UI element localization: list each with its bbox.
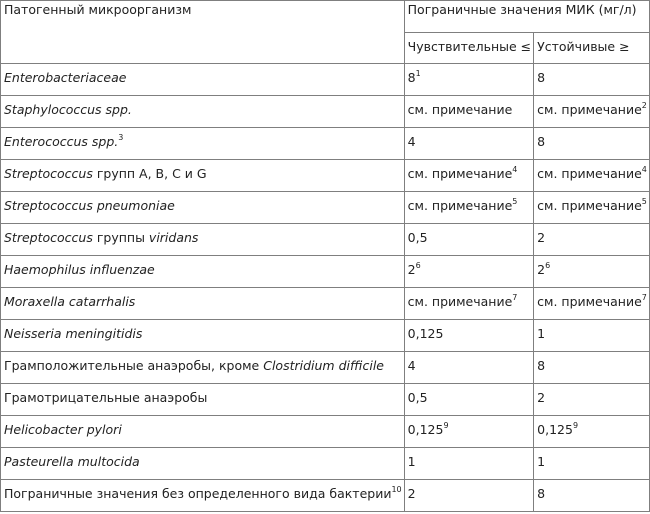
table-row: [1, 288, 650, 320]
footnote-marker: 6: [415, 261, 421, 270]
pathogen-text: Пограничные значения без определенного вида бактерии: [4, 486, 392, 501]
mic-value: 4: [407, 358, 416, 373]
pathogen-cell: [1, 416, 405, 448]
susceptible-cell: [404, 160, 534, 192]
mic-value: 0,125: [407, 326, 444, 341]
mic-value: 8: [407, 70, 416, 85]
pathogen-text: Clostridium difficile: [263, 358, 384, 373]
mic-value: 2: [537, 262, 546, 277]
table-row: [1, 128, 650, 160]
table-row: [1, 416, 650, 448]
pathogen-cell: [1, 288, 405, 320]
resistant-cell: [534, 96, 650, 128]
pathogen-text: Enterobacteriaceae: [4, 70, 127, 85]
table-body: [1, 1, 650, 512]
mic-value: 2: [537, 230, 546, 245]
footnote-marker: 5: [512, 197, 518, 206]
resistant-cell: [534, 480, 650, 512]
pathogen-text: Neisseria meningitidis: [4, 326, 143, 341]
footnote-marker: 5: [641, 197, 647, 206]
header-resistant: Устойчивые ≥: [534, 33, 650, 64]
pathogen-text: Streptococcus: [4, 166, 93, 181]
mic-value: см. примечание: [537, 166, 642, 181]
pathogen-text: группы: [92, 230, 149, 245]
resistant-cell: [534, 256, 650, 288]
mic-value: см. примечание: [407, 198, 513, 213]
table-row: [1, 160, 650, 192]
header-mic-breakpoints: Пограничные значения МИК (мг/л): [404, 1, 649, 33]
table-row: [1, 352, 650, 384]
resistant-cell: [534, 384, 650, 416]
pathogen-cell: [1, 160, 405, 192]
footnote-marker: 9: [443, 421, 449, 430]
mic-value: см. примечание: [407, 294, 513, 309]
mic-value: 2: [537, 390, 546, 405]
susceptible-cell: [404, 352, 534, 384]
mic-value: см. примечание: [407, 166, 513, 181]
table-row: [1, 448, 650, 480]
susceptible-cell: [404, 224, 534, 256]
susceptible-cell: [404, 256, 534, 288]
resistant-cell: [534, 320, 650, 352]
footnote-marker: 4: [512, 165, 518, 174]
susceptible-cell: [404, 416, 534, 448]
pathogen-cell: [1, 256, 405, 288]
mic-value: 2: [407, 262, 416, 277]
susceptible-cell: [404, 192, 534, 224]
footnote-marker: 2: [641, 101, 647, 110]
resistant-cell: [534, 224, 650, 256]
table-row: [1, 384, 650, 416]
header-susceptible: Чувствительные ≤: [404, 33, 534, 64]
table-row: [1, 480, 650, 512]
mic-value: см. примечание: [537, 102, 642, 117]
pathogen-cell: [1, 320, 405, 352]
table-row: [1, 320, 650, 352]
footnote-marker: 7: [512, 293, 518, 302]
table-row: [1, 192, 650, 224]
mic-value: 8: [537, 358, 546, 373]
footnote-marker: 10: [391, 485, 402, 494]
mic-value: 2: [407, 486, 416, 501]
resistant-cell: [534, 192, 650, 224]
pathogen-cell: [1, 96, 405, 128]
pathogen-cell: [1, 224, 405, 256]
mic-value: см. примечание: [537, 294, 642, 309]
pathogen-text: Pasteurella multocida: [4, 454, 140, 469]
mic-value: 4: [407, 134, 416, 149]
resistant-cell: [534, 416, 650, 448]
pathogen-cell: [1, 192, 405, 224]
pathogen-text: viridans: [148, 230, 199, 245]
susceptible-cell: [404, 128, 534, 160]
susceptible-cell: [404, 96, 534, 128]
pathogen-text: Streptococcus pneumoniae: [4, 198, 175, 213]
pathogen-text: Enterococcus spp.: [4, 134, 119, 149]
mic-value: 0,5: [407, 230, 428, 245]
pathogen-text: Streptococcus: [4, 230, 93, 245]
susceptible-cell: [404, 64, 534, 96]
resistant-cell: [534, 448, 650, 480]
pathogen-text: Moraxella catarrhalis: [4, 294, 136, 309]
table-row: [1, 64, 650, 96]
pathogen-text: Staphylococcus spp.: [4, 102, 132, 117]
mic-value: 8: [537, 70, 546, 85]
table-row: [1, 256, 650, 288]
pathogen-text: Грамположительные анаэробы, кроме: [4, 358, 264, 373]
susceptible-cell: [404, 320, 534, 352]
resistant-cell: [534, 288, 650, 320]
susceptible-cell: [404, 384, 534, 416]
footnote-marker: 4: [641, 165, 647, 174]
table-row: [1, 96, 650, 128]
pathogen-text: Haemophilus influenzae: [4, 262, 155, 277]
mic-value: 0,5: [407, 390, 428, 405]
mic-value: 1: [537, 454, 546, 469]
pathogen-cell: [1, 480, 405, 512]
mic-value: 0,125: [537, 422, 573, 437]
susceptible-cell: [404, 480, 534, 512]
pathogen-text: Helicobacter pylori: [4, 422, 122, 437]
pathogen-cell: [1, 448, 405, 480]
pathogen-cell: [1, 352, 405, 384]
header-pathogen: Патогенный микроорганизм: [1, 1, 405, 64]
mic-value: 8: [537, 134, 546, 149]
footnote-marker: 3: [118, 133, 124, 142]
footnote-marker: 9: [572, 421, 579, 430]
header-row: [1, 1, 650, 33]
pathogen-cell: [1, 64, 405, 96]
mic-value: 8: [537, 486, 546, 501]
pathogen-text: Грамотрицательные анаэробы: [4, 390, 208, 405]
susceptible-cell: [404, 288, 534, 320]
footnote-marker: 1: [415, 69, 421, 78]
footnote-marker: 6: [545, 261, 551, 270]
resistant-cell: [534, 352, 650, 384]
resistant-cell: [534, 160, 650, 192]
table-row: [1, 224, 650, 256]
pathogen-cell: [1, 384, 405, 416]
mic-value: 1: [407, 454, 416, 469]
mic-value: см. примечание: [537, 198, 642, 213]
mic-value: см. примечание: [407, 102, 513, 117]
pathogen-cell: [1, 128, 405, 160]
mic-value: 1: [537, 326, 546, 341]
resistant-cell: [534, 64, 650, 96]
susceptible-cell: [404, 448, 534, 480]
mic-value: 0,125: [407, 422, 444, 437]
pathogen-text: групп A, B, C и G: [92, 166, 207, 181]
resistant-cell: [534, 128, 650, 160]
footnote-marker: 7: [641, 293, 647, 302]
